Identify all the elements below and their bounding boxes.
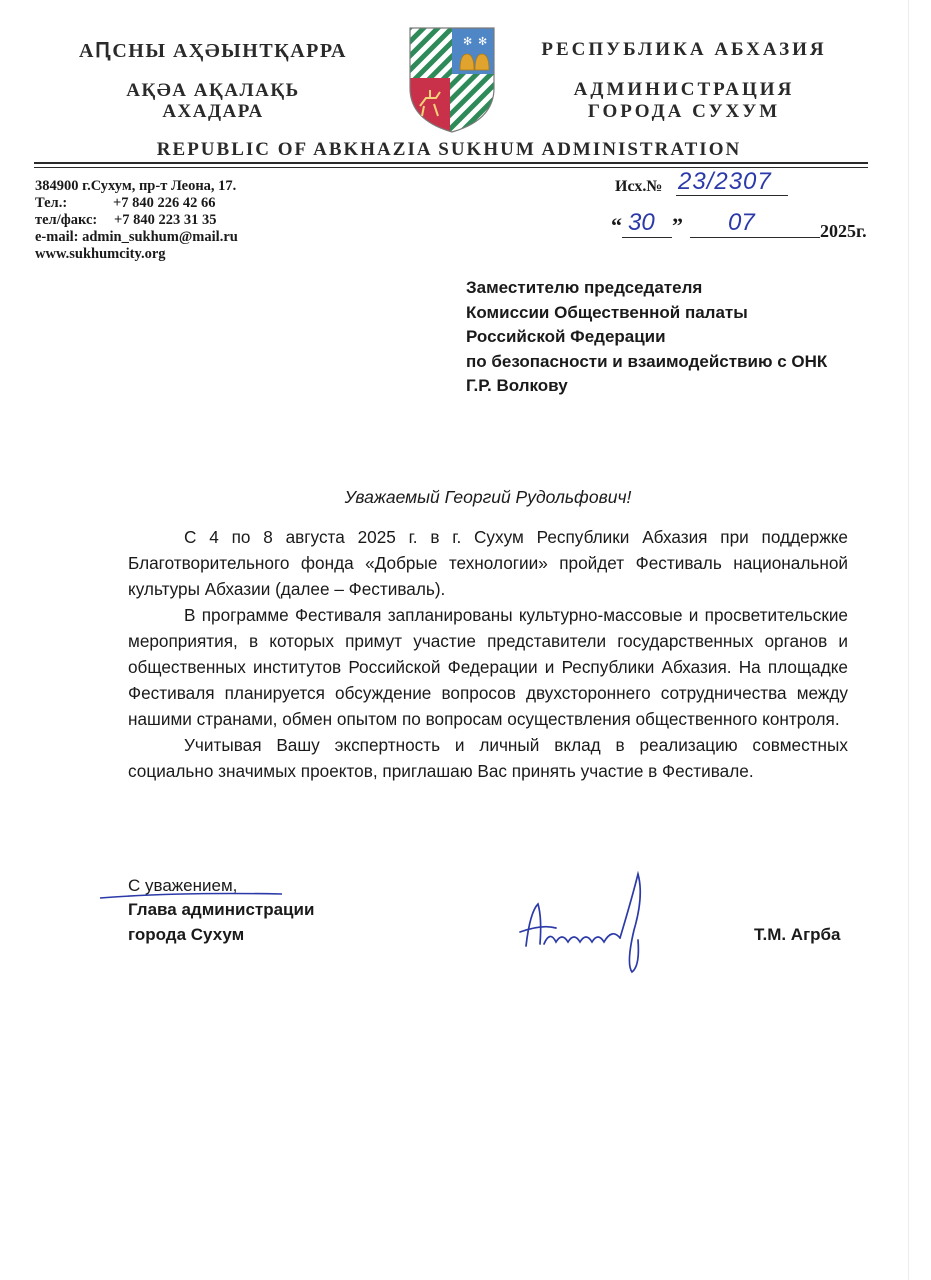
outgoing-number: 23/2307 <box>678 168 772 195</box>
contact-website: www.sukhumcity.org <box>35 246 166 262</box>
salutation: Уважаемый Георгий Рудольфович! <box>344 487 632 507</box>
contact-phone: +7 840 226 42 66 <box>113 195 216 211</box>
addressee-line: по безопасности и взаимодействию с ОНК <box>466 351 828 371</box>
addressee-block <box>466 276 886 399</box>
date-close-quote: ” <box>672 213 683 238</box>
closing-regards: С уважением, <box>128 876 238 895</box>
contact-fax-label: тел/факс: <box>35 212 98 228</box>
abkhazia-emblem-logo <box>408 26 496 134</box>
page-edge-line <box>908 0 909 1280</box>
date-day-underline <box>622 237 672 238</box>
date-month-underline <box>690 237 820 238</box>
handwritten-signature <box>516 868 656 978</box>
header-rule-thick <box>34 162 868 164</box>
body-paragraph-3: Учитывая Вашу экспертность и личный вклад в реализацию совместных социально значимых проектов, приглашаю Вас принять участие в Фестивале. <box>128 735 848 781</box>
russian-admin-line1: АДМИНИСТРАЦИЯ <box>573 79 795 100</box>
outgoing-label: Исх.№ <box>615 178 663 195</box>
closing-position-line1: Глава администрации <box>128 900 315 919</box>
closing-position-line2: города Сухум <box>128 925 245 944</box>
english-title: REPUBLIC OF ABKHAZIA SUKHUM ADMINISTRATION <box>156 139 742 160</box>
russian-admin-line2: ГОРОДА СУХУМ <box>587 101 781 122</box>
contact-phone-label: Тел.: <box>35 195 68 211</box>
contact-address: 384900 г.Сухум, пр-т Леона, 17. <box>35 178 237 194</box>
date-day: 30 <box>628 209 655 236</box>
body-paragraph-2: В программе Фестиваля запланированы культурно-массовые и просветительские мероприятия, в которых примут участие представители государственных органов и общественных институтов Российской Федерации и Республики Абхазия. На площадке Фестиваля планируется обсуждение вопросов двухстороннего сотрудничества между нашими странами, обмен опытом по вопросам осуществления общественного контроля. <box>128 605 848 729</box>
contact-email: e-mail: admin_sukhum@mail.ru <box>35 229 238 245</box>
date-month: 07 <box>728 209 755 236</box>
letter-body <box>128 524 848 784</box>
body-paragraph-1: С 4 по 8 августа 2025 г. в г. Сухум Республики Абхазия при поддержке Благотворительного фонда «Добрые технологии» пройдет Фестиваль национальной культуры Абхазии (далее – Фестиваль). <box>128 527 848 599</box>
signatory-name: Т.М. Агрба <box>754 925 841 944</box>
svg-text:✻: ✻ <box>478 35 488 48</box>
svg-text:✻: ✻ <box>463 35 473 48</box>
addressee-line: Г.Р. Волкову <box>466 376 568 395</box>
addressee-line: Заместителю председателя <box>466 278 703 297</box>
abkhaz-city-line1: АҚӘА АҚАЛАҚЬ <box>126 80 300 101</box>
russian-republic-title: РЕСПУБЛИКА АБХАЗИЯ <box>541 39 827 60</box>
date-open-quote: “ <box>611 213 622 238</box>
abkhaz-city-line2: АХАДАРА <box>162 101 264 122</box>
contact-fax: +7 840 223 31 35 <box>114 212 217 228</box>
addressee-line: Комиссии Общественной палаты <box>466 302 748 322</box>
date-year: 2025г. <box>820 221 867 241</box>
abkhaz-title: АԤСНЫ АҲӘЫНТҚАРРА <box>79 40 347 62</box>
addressee-line: Российской Федерации <box>466 327 666 346</box>
